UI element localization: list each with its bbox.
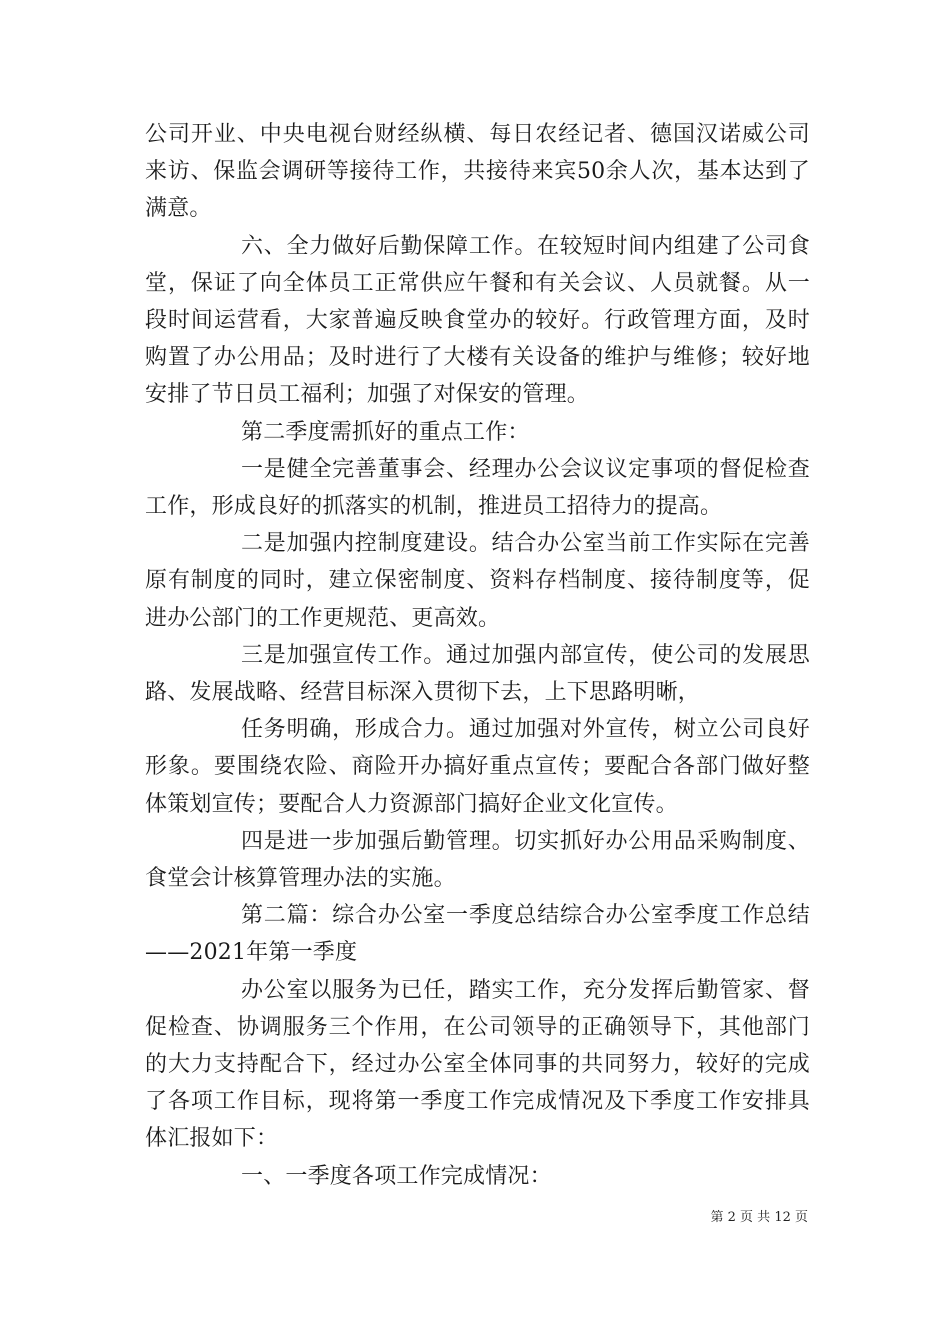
document-body bbox=[145, 116, 810, 1195]
paragraph: 二是加强内控制度建设。结合办公室当前工作实际在完善原有制度的同时，建立保密制度、资料存档制度、接待制度等，促进办公部门的工作更规范、更高效。 bbox=[145, 531, 810, 631]
chapter-title: 第二篇：综合办公室一季度总结综合办公室季度工作总结——2021年第一季度 bbox=[145, 903, 810, 966]
paragraph: 六、全力做好后勤保障工作。在较短时间内组建了公司食堂，保证了向全体员工正常供应午餐和有关会议、人员就餐。从一段时间运营看，大家普遍反映食堂办的较好。行政管理方面，及时购置了办公用品；及时进行了大楼有关设备的维护与维修；较好地安排了节日员工福利；加强了对保安的管理。 bbox=[145, 233, 810, 408]
paragraph: 三是加强宣传工作。通过加强内部宣传，使公司的发展思路、发展战略、经营目标深入贯彻下去，上下思路明晰， bbox=[145, 642, 810, 706]
paragraph: 办公室以服务为已任，踏实工作，充分发挥后勤管家、督促检查、协调服务三个作用，在公司领导的正确领导下，其他部门的大力支持配合下，经过办公室全体同事的共同努力，较好的完成了各项工作目标，现将第一季度工作完成情况及下季度工作安排具体汇报如下： bbox=[145, 977, 810, 1152]
page-number: 第 2 页 共 12 页 bbox=[710, 1210, 808, 1225]
paragraph: 四是进一步加强后勤管理。切实抓好办公用品采购制度、食堂会计核算管理办法的实施。 bbox=[145, 828, 810, 892]
paragraph: 公司开业、中央电视台财经纵横、每日农经记者、德国汉诺威公司来访、保监会调研等接待工作，共接待来宾50余人次，基本达到了满意。 bbox=[145, 122, 810, 222]
section-heading: 第二季度需抓好的重点工作： bbox=[241, 419, 530, 445]
paragraph: 一是健全完善董事会、经理办公会议议定事项的督促检查工作，形成良好的抓落实的机制，推进员工招待力的提高。 bbox=[145, 456, 810, 520]
paragraph: 任务明确，形成合力。通过加强对外宣传，树立公司良好形象。要围绕农险、商险开办搞好重点宣传；要配合各部门做好整体策划宣传；要配合人力资源部门搞好企业文化宣传。 bbox=[145, 717, 810, 817]
section-heading: 一、一季度各项工作完成情况： bbox=[241, 1163, 552, 1189]
